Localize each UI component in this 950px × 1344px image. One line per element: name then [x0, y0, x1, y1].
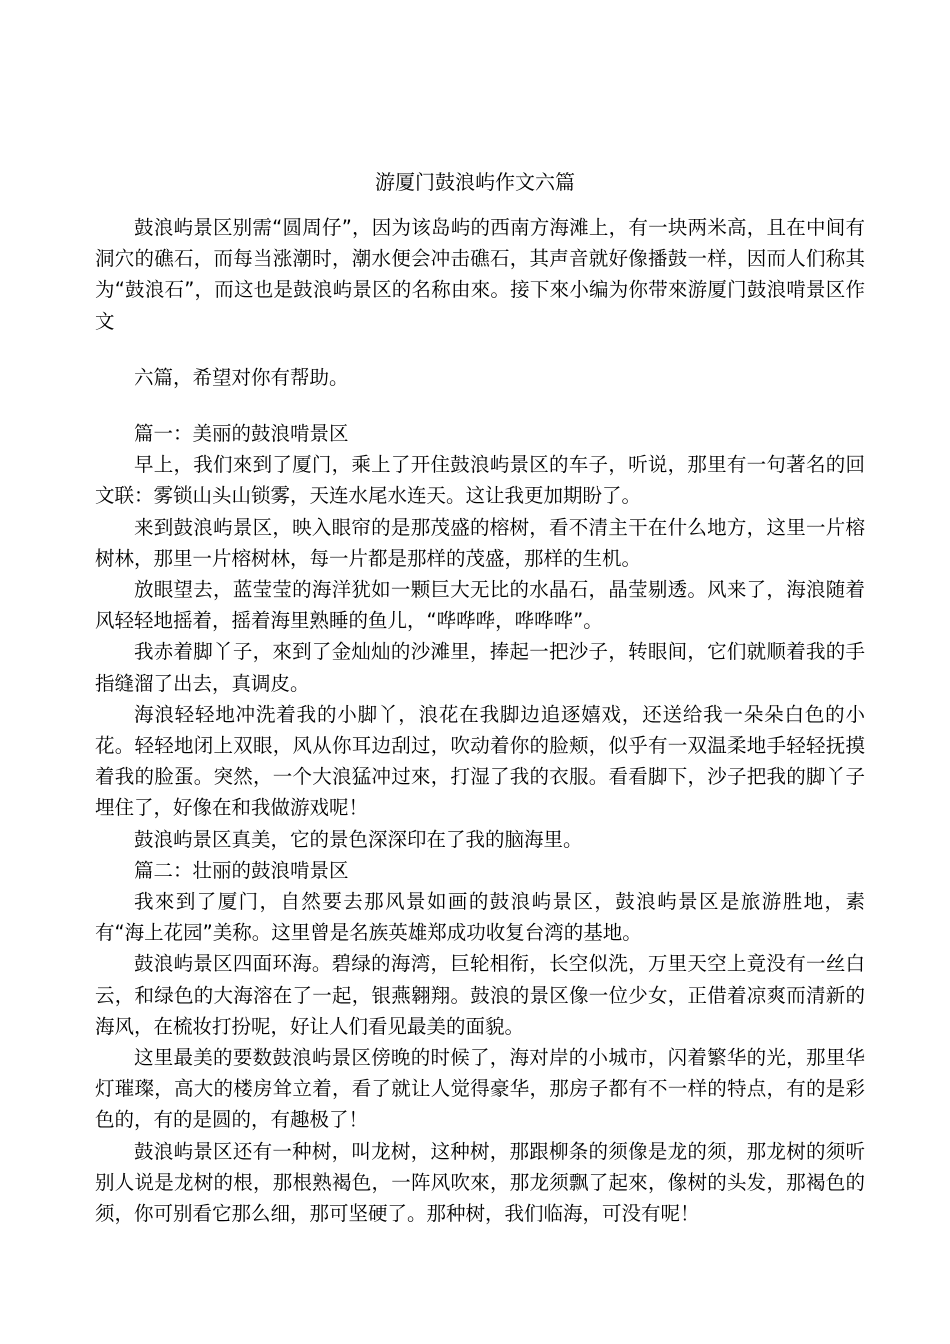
body-paragraph: 这里最美的要数鼓浪屿景区傍晚的时候了，海对岸的小城市，闪着繁华的光，那里华灯璀璨，高大的楼房耸立着，看了就让人觉得豪华，那房子都有不一样的特点，有的是彩色的，有的是圆的，有趣极了！ [95, 1046, 865, 1132]
body-paragraph: 来到鼓浪屿景区，映入眼帘的是那茂盛的榕树，看不清主干在什么地方，这里一片榕树林，那里一片榕树林，每一片都是那样的茂盛，那样的生机。 [95, 515, 865, 570]
body-paragraph: 鼓浪屿景区真美，它的景色深深印在了我的脑海里。 [134, 827, 583, 851]
body-paragraph: 早上，我们來到了厦门，乘上了开住鼓浪屿景区的车子，听说，那里有一句著名的回文联：雾锁山头山锁雾，天连水尾水连天。这让我更加期盼了。 [95, 453, 865, 508]
body-paragraph: 海浪轻轻地冲洗着我的小脚丫，浪花在我脚边追逐嬉戏，还送给我一朵朵白色的小花。轻轻地闭上双眼，风从你耳边刮过，吹动着你的脸颊，似乎有一双温柔地手轻轻抚摸着我的脸蛋。突然，一个大浪猛冲过來，打湿了我的衣服。看看脚下，沙子把我的脚丫子埋住了，好像在和我做游戏呢！ [95, 702, 865, 820]
body-paragraph: 我來到了厦门，自然要去那风景如画的鼓浪屿景区，鼓浪屿景区是旅游胜地，素有“海上花园”美称。这里曾是名族英雄郑成功收复台湾的基地。 [95, 890, 865, 945]
section-heading-2: 篇二：壮丽的鼓浪啃景区 [134, 858, 349, 882]
section-heading-1: 篇一：美丽的鼓浪啃景区 [134, 422, 349, 446]
document-title: 游厦门鼓浪屿作文六篇 [375, 170, 575, 194]
intro-paragraph: 鼓浪屿景区别需“圆周仔”，因为该岛屿的西南方海滩上，有一块两米高，且在中间有洞穴的礁石，而每当涨潮时，潮水便会冲击礁石，其声音就好像播鼓一样，因而人们称其为“鼓浪石”，而这也是鼓浪屿景区的名称由來。接下來小编为你带來游厦门鼓浪啃景区作文 [95, 216, 865, 333]
body-paragraph: 放眼望去，蓝莹莹的海洋犹如一颗巨大无比的水晶石，晶莹剔透。风来了，海浪随着风轻轻地摇着，摇着海里熟睡的鱼儿，“哗哗哗，哗哗哗”。 [95, 578, 865, 633]
body-paragraph: 鼓浪屿景区还有一种树，叫龙树，这种树，那跟柳条的须像是龙的须，那龙树的须听别人说是龙树的根，那根熟褐色，一阵风吹來，那龙须飘了起來，像树的头发，那褐色的须，你可别看它那么细，那可坚硬了。那种树，我们临海，可没有呢！ [95, 1139, 865, 1226]
body-paragraph: 我赤着脚丫子，來到了金灿灿的沙滩里，捧起一把沙子，转眼间，它们就顺着我的手指缝溜了出去，真调皮。 [95, 640, 865, 695]
body-paragraph: 鼓浪屿景区四面环海。碧绿的海湾，巨轮相衔，长空似洗，万里天空上竟没有一丝白云，和绿色的大海溶在了一起，银燕翱翔。鼓浪的景区像一位少女，正借着凉爽而清新的海风，在梳妆打扮呢，好让人们看见最美的面貌。 [95, 952, 865, 1038]
document-body [95, 212, 865, 1229]
intro-continuation-paragraph: 六篇，希望对你有帮助。 [134, 365, 349, 389]
